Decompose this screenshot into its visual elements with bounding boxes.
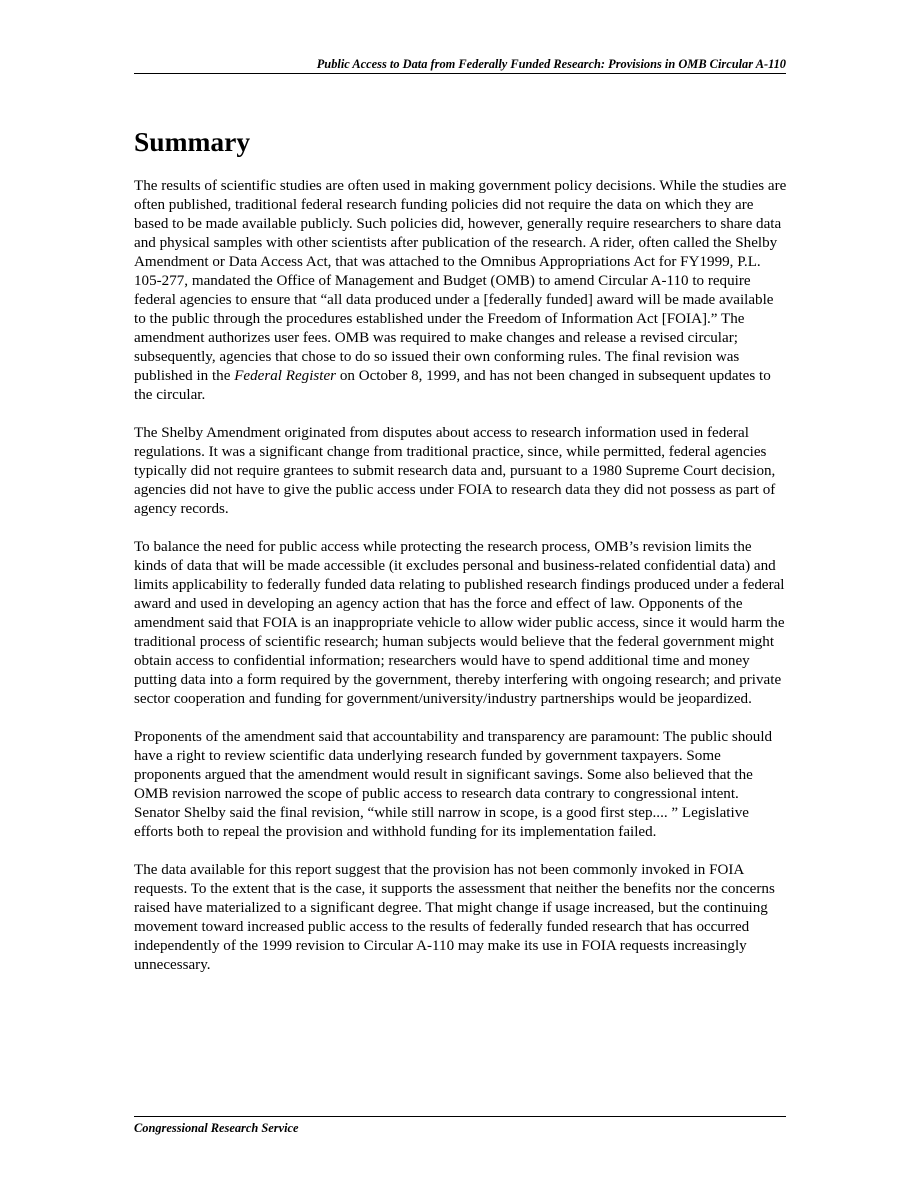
federal-register-italic: Federal Register [234, 368, 337, 384]
page-title: Summary [134, 126, 251, 157]
paragraph-1-text-b: on October 8, 1999, and has not been changed in subsequent updates to the circular. [134, 368, 771, 403]
running-header: Public Access to Data from Federally Funded Research: Provisions in OMB Circular A-110 [316, 57, 786, 71]
paragraph-1 [134, 177, 788, 405]
running-footer: Congressional Research Service [134, 1121, 299, 1135]
footer-divider [134, 1116, 786, 1117]
paragraph-1-text-a: The results of scientific studies are often used in making government policy decisions. While the studies are often published, traditional federal research funding policies did not require the data on which they are based to be made available publicly. Such policies did, however, generally require researchers to share data and physical samples with other scientists after publication of the research. A rider, often called the Shelby Amendment or Data Access Act, that was attached to the Omnibus Appropriations Act for FY1999, P.L. 105-277, mandated the Office of Management and Budget (OMB) to amend Circular A-110 to require federal agencies to ensure that “all data produced under a [federally funded] award will be made available to the public through the procedures established under the Freedom of Information Act [FOIA].” The amendment authorizes user fees. OMB was required to make changes and release a revised circular; subsequently, agencies that chose to do so issued their own conforming rules. The final revision was published in the [134, 178, 787, 384]
summary-body [134, 177, 788, 994]
paragraph-3: To balance the need for public access while protecting the research process, OMB’s revision limits the kinds of data that will be made accessible (it excludes personal and business-related confidential data) and limits applicability to federally funded data relating to published research findings produced under a federal award and used in developing an agency action that has the force and effect of law. Opponents of the amendment said that FOIA is an inappropriate vehicle to allow wider public access, since it would harm the traditional process of scientific research; human subjects would believe that the federal government might obtain access to confidential information; researchers would have to spend additional time and money putting data into a form required by the government, thereby interfering with ongoing research; and private sector cooperation and funding for government/university/industry partnerships would be jeopardized. [134, 539, 785, 707]
paragraph-4: Proponents of the amendment said that accountability and transparency are paramount: The public should have a right to review scientific data underlying research funded by government taxpayers. Some proponents argued that the amendment would result in significant savings. Some also believed that the OMB revision narrowed the scope of public access to research data contrary to congressional intent. Senator Shelby said the final revision, “while still narrow in scope, is a good first step.... ” Legislative efforts both to repeal the provision and withhold funding for its implementation failed. [134, 729, 773, 840]
header-divider [134, 73, 786, 74]
paragraph-5: The data available for this report suggest that the provision has not been commonly invoked in FOIA requests. To the extent that is the case, it supports the assessment that neither the benefits nor the concerns raised have materialized to a significant degree. That might change if usage increased, but the continuing movement toward increased public access to the results of federally funded research that has occurred independently of the 1999 revision to Circular A-110 may make its use in FOIA requests increasingly unnecessary. [134, 862, 775, 973]
paragraph-2: The Shelby Amendment originated from disputes about access to research information used in federal regulations. It was a significant change from traditional practice, since, while permitted, federal agencies typically did not require grantees to submit research data and, pursuant to a 1980 Supreme Court decision, agencies did not have to give the public access under FOIA to research data they did not possess as part of agency records. [134, 425, 776, 517]
